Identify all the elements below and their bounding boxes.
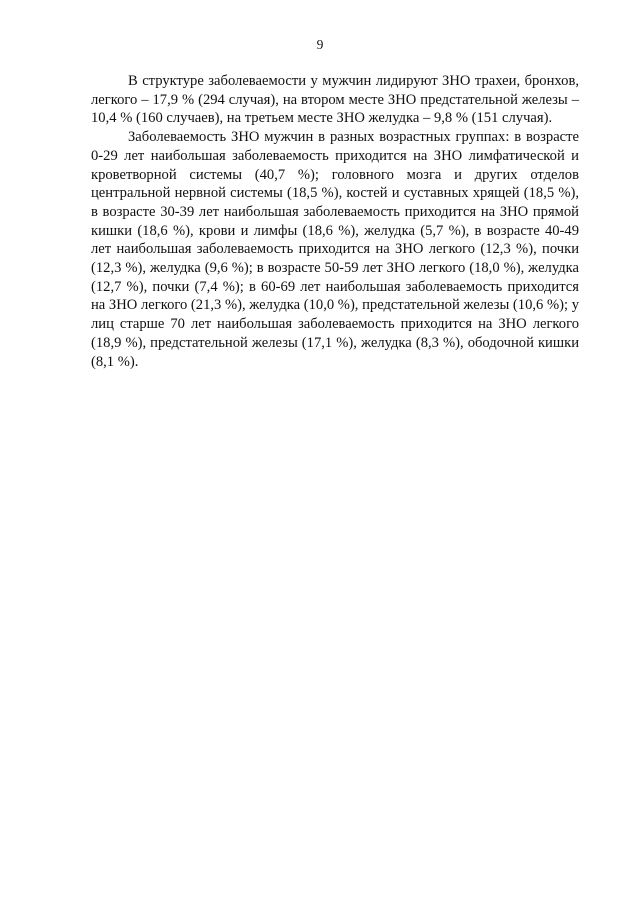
page-number: 9 xyxy=(316,37,324,52)
paragraph-male-incidence-structure: В структуре заболеваемости у мужчин лидируют ЗНО трахеи, бронхов, легкого – 17,9 % (294 случая), на втором месте ЗНО предстательной железы – 10,4 % (160 случаев), на третьем месте ЗНО желудка – 9,8 % (151 случая). xyxy=(91,73,579,127)
body-text xyxy=(91,72,579,371)
paragraph-incidence-by-age-group: Заболеваемость ЗНО мужчин в разных возрастных группах: в возрасте 0-29 лет наибольшая заболеваемость приходится на ЗНО лимфатической и кроветворной системы (40,7 %); головного мозга и других отделов центральной нервной системы (18,5 %), костей и суставных хрящей (18,5 %), в возрасте 30-39 лет наибольшая заболеваемость приходится на ЗНО прямой кишки (18,6 %), крови и лимфы (18,6 %), желудка (5,7 %), в возрасте 40-49 лет наибольшая заболеваемость приходится на ЗНО легкого (12,3 %), почки (12,3 %), желудка (9,6 %); в возрасте 50-59 лет ЗНО легкого (18,0 %), желудка (12,7 %), почки (7,4 %); в 60-69 лет наибольшая заболеваемость приходится на ЗНО легкого (21,3 %), желудка (10,0 %), предстательной железы (10,6 %); у лиц старше 70 лет наибольшая заболеваемость приходится на ЗНО легкого (18,9 %), предстательной железы (17,1 %), желудка (8,3 %), ободочной кишки (8,1 %). xyxy=(91,129,579,370)
